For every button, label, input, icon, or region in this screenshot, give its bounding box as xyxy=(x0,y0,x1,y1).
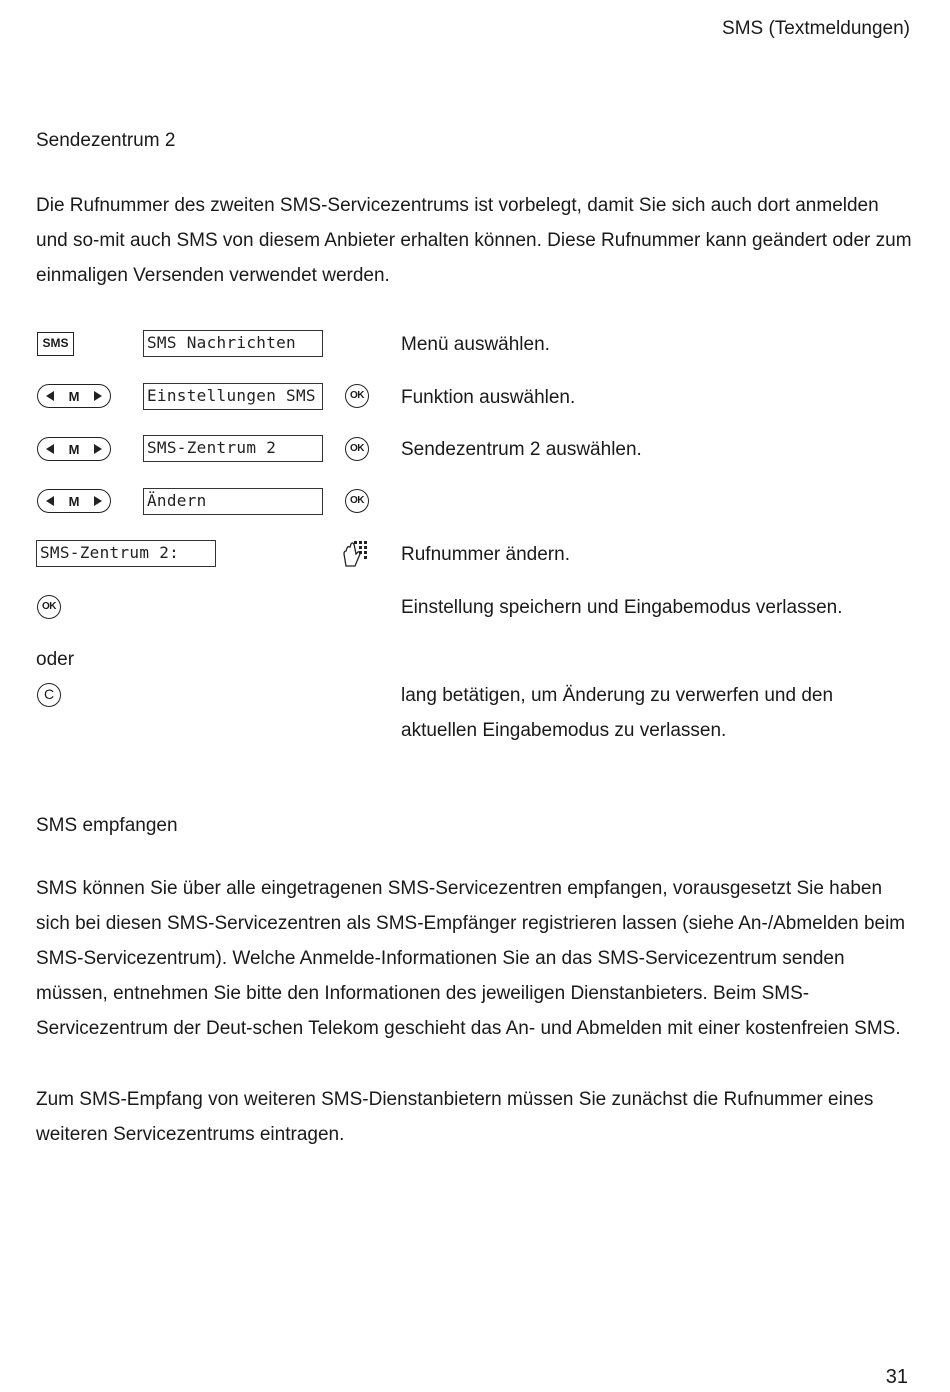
display-aendern: Ändern xyxy=(143,488,323,515)
ok-key-icon: OK xyxy=(345,384,369,408)
arrow-left-icon xyxy=(46,444,54,454)
c-key-icon: C xyxy=(37,683,61,707)
page-header-title: SMS (Textmeldungen) xyxy=(722,18,910,39)
or-label: oder xyxy=(36,649,75,670)
ok-key-icon: OK xyxy=(345,489,369,513)
arrow-right-icon xyxy=(94,391,102,401)
display-sms-zentrum-2: SMS-Zentrum 2 xyxy=(143,435,323,462)
receive-paragraph-1: SMS können Sie über alle eingetragenen SMS-Servicezentren empfangen, vorausgesetzt Sie haben sich bei diesen SMS-Servicezentren als SMS-Empfänger registrieren lassen (siehe An-/Abmelden beim SMS-Servicezentrum). Welche Anmelde-Informationen Sie an das SMS-Servicezentrum senden müssen, entnehmen Sie bitte den Informationen des jeweiligen Dienstanbieters. Beim SMS-Servicezentrum der Deut-schen Telekom geschieht das An- und Abmelden mit einer kostenfreien SMS. xyxy=(36,878,906,1039)
arrow-right-icon xyxy=(94,496,102,506)
step-desc-7: lang betätigen, um Änderung zu verwerfen und den aktuellen Eingabemodus zu verlassen. xyxy=(401,685,834,741)
section-heading-sendezentrum: Sendezentrum 2 xyxy=(36,130,176,151)
ok-key-icon: OK xyxy=(37,595,61,619)
menu-key-label: M xyxy=(68,388,80,404)
step-desc-1: Menü auswählen. xyxy=(401,334,550,355)
section-heading-sms-empfangen: SMS empfangen xyxy=(36,815,178,836)
intro-paragraph: Die Rufnummer des zweiten SMS-Servicezentrums ist vorbelegt, damit Sie sich auch dort anmelden und so-mit auch SMS von diesem Anbieter erhalten können. Diese Rufnummer kann geändert oder zum einmaligen Versenden verwendet werden. xyxy=(36,195,912,286)
menu-nav-key-icon xyxy=(37,489,111,513)
arrow-left-icon xyxy=(46,391,54,401)
arrow-left-icon xyxy=(46,496,54,506)
keypad-input-icon xyxy=(342,540,368,568)
menu-key-label: M xyxy=(68,493,80,509)
menu-nav-key-icon xyxy=(37,384,111,408)
receive-paragraph-2: Zum SMS-Empfang von weiteren SMS-Dienstanbietern müssen Sie zunächst die Rufnummer eines weiteren Servicezentrums eintragen. xyxy=(36,1089,874,1145)
sms-key-icon: SMS xyxy=(37,332,74,356)
menu-key-label: M xyxy=(68,441,80,457)
menu-nav-key-icon xyxy=(37,437,111,461)
step-desc-3: Sendezentrum 2 auswählen. xyxy=(401,439,642,460)
display-einstellungen-sms: Einstellungen SMS xyxy=(143,383,323,410)
page-number: 31 xyxy=(885,1366,908,1388)
ok-key-icon: OK xyxy=(345,437,369,461)
arrow-right-icon xyxy=(94,444,102,454)
display-sms-zentrum-2-input: SMS-Zentrum 2: xyxy=(36,540,216,567)
display-sms-nachrichten: SMS Nachrichten xyxy=(143,330,323,357)
step-desc-5: Rufnummer ändern. xyxy=(401,544,570,565)
step-desc-6: Einstellung speichern und Eingabemodus verlassen. xyxy=(401,597,843,618)
step-desc-2: Funktion auswählen. xyxy=(401,387,576,408)
